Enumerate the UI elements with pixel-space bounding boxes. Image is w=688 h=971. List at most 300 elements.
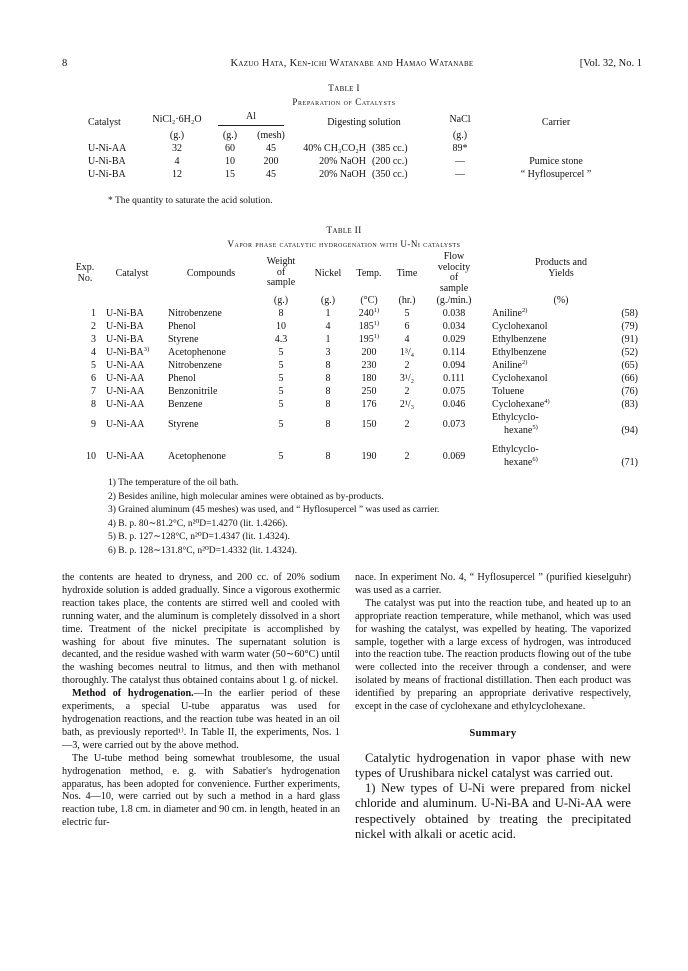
cell-yield xyxy=(596,307,638,320)
cell-carrier: “ Hyflosupercel ” xyxy=(520,169,592,180)
page-number: 8 xyxy=(62,58,68,69)
cell-exp-no xyxy=(74,346,96,359)
cell-temp-text: 190 xyxy=(361,450,377,462)
cell-yield xyxy=(596,398,638,411)
cell-weight xyxy=(254,320,308,333)
paragraph: the contents are heated to dryness, and 200 cc. of 20% sodium hydroxide solution is added gradually. Since a vigorous exothermic reaction takes place, the contents are stirred well and cooled with running water, and the aluminum is completely dissolved in a short time. Treatment of the nickel precipitate is accomplished by washing for about five minutes. The supernatant solution is decanted, and the residue washed with warm water (50∼60°C) until the washing becomes neutral to litmus, and then with methanol thoroughly. The catalyst thus obtained contains about 1 g. of nickel. xyxy=(62,572,340,687)
t2-head-weight xyxy=(254,252,308,294)
cell-volume: (385 cc.) xyxy=(372,143,408,154)
cell-nickel-text: 8 xyxy=(325,450,331,462)
cell-time xyxy=(390,333,424,346)
summary xyxy=(355,751,631,842)
cell-nickel-text: 3 xyxy=(325,347,331,358)
cell-nickel xyxy=(308,346,348,359)
cell-time-text: 3¹/₂ xyxy=(399,373,415,384)
cell-flow xyxy=(424,359,484,372)
cell-time-text: 2 xyxy=(404,418,410,430)
paragraph: Catalytic hydrogenation in vapor phase with new types of Urushibara nickel catalyst was carried out. xyxy=(355,750,631,781)
cell-nickel xyxy=(308,359,348,372)
cell-mesh: 45 xyxy=(266,143,276,154)
cell-product xyxy=(484,385,596,398)
cell-nickel-text: 4 xyxy=(325,321,331,332)
cell-catalyst-text: U-Ni-BA xyxy=(106,334,144,345)
cell-product xyxy=(484,372,596,385)
t1-head-nacl: NaCl xyxy=(449,114,471,125)
cell-exp-no xyxy=(74,437,96,469)
table-row xyxy=(74,385,638,398)
left-column xyxy=(62,572,340,830)
cell-catalyst xyxy=(96,372,168,385)
cell-flow xyxy=(424,385,484,398)
cell-weight-text: 5 xyxy=(278,360,284,371)
cell-time xyxy=(390,372,424,385)
table-row xyxy=(74,359,638,372)
t2-head-flow-4: sample xyxy=(439,282,469,294)
t2-head-weight-1: Weight xyxy=(266,256,296,268)
t1-unit-g1: (g.) xyxy=(169,130,185,141)
cell-flow-text: 0.029 xyxy=(442,334,466,345)
cell-catalyst xyxy=(96,398,168,411)
cell-product-text: Ethylcyclo- xyxy=(492,444,539,455)
footnote-ref: 1) xyxy=(373,320,380,327)
t2-unit-time: (hr.) xyxy=(398,295,416,306)
cell-flow xyxy=(424,346,484,359)
cell-temp xyxy=(348,372,390,385)
table-row xyxy=(74,346,638,359)
cell-compound xyxy=(168,411,254,437)
cell-weight-text: 5 xyxy=(278,418,284,430)
paragraph: nace. In experiment No. 4, “ Hyflosupercel ” (purified kieselguhr) was used as a carrier. xyxy=(355,572,631,596)
cell-product xyxy=(484,346,596,359)
cell-exp-no-text: 8 xyxy=(91,399,96,410)
cell-time xyxy=(390,359,424,372)
cell-catalyst-text: U-Ni-BA xyxy=(106,308,144,319)
cell-catalyst xyxy=(96,307,168,320)
cell-al-g: 10 xyxy=(225,156,235,167)
cell-catalyst xyxy=(96,320,168,333)
cell-nickel xyxy=(308,320,348,333)
cell-product-text: Ethylbenzene xyxy=(492,334,547,345)
cell-product-line2-text: hexane xyxy=(504,457,533,468)
t1-head-catalyst: Catalyst xyxy=(88,117,121,128)
cell-yield-text: (58) xyxy=(621,308,638,319)
cell-product xyxy=(484,307,596,320)
cell-time-text: 6 xyxy=(404,321,410,332)
cell-product-line2 xyxy=(492,424,596,437)
cell-weight-text: 5 xyxy=(278,450,284,462)
cell-weight xyxy=(254,411,308,437)
cell-nickel-text: 8 xyxy=(325,418,331,430)
table1 xyxy=(88,110,628,181)
table-note: 6) B. p. 128∼131.8°C, n²⁰D=1.4332 (lit. 1.4324). xyxy=(108,545,297,556)
cell-nicl2: 32 xyxy=(172,143,182,154)
cell-time xyxy=(390,346,424,359)
t2-head-exp-1: Exp. xyxy=(75,262,95,273)
footnote-ref: 6) xyxy=(532,456,538,463)
footnote-ref: 1) xyxy=(373,333,380,340)
table-row xyxy=(74,437,638,469)
cell-solution: 20% NaOH xyxy=(319,156,366,167)
cell-catalyst-text: U-Ni-BA xyxy=(106,347,144,358)
cell-flow xyxy=(424,372,484,385)
cell-catalyst xyxy=(96,437,168,469)
cell-exp-no xyxy=(74,320,96,333)
cell-time xyxy=(390,437,424,469)
cell-nicl2: 12 xyxy=(172,169,182,180)
cell-flow-text: 0.094 xyxy=(442,360,466,371)
table1-title: Preparation of Catalysts xyxy=(292,97,396,107)
t2-unit-temp: (°C) xyxy=(360,295,378,306)
cell-catalyst: U-Ni-AA xyxy=(88,143,127,154)
cell-temp-text: 240 xyxy=(358,308,374,319)
t2-head-flow-2: velocity xyxy=(437,261,471,273)
cell-product-text: Ethylcyclo- xyxy=(492,412,539,423)
cell-weight xyxy=(254,372,308,385)
t2-head-flow xyxy=(424,252,484,294)
cell-yield-text: (71) xyxy=(621,457,638,468)
cell-product xyxy=(484,333,596,346)
paragraph xyxy=(62,688,340,753)
cell-catalyst xyxy=(96,359,168,372)
cell-nickel-text: 1 xyxy=(325,308,331,319)
cell-compound-text: Nitrobenzene xyxy=(168,360,222,371)
footnote-ref: 4) xyxy=(544,398,550,405)
cell-weight xyxy=(254,385,308,398)
cell-temp-text: 150 xyxy=(361,418,377,430)
cell-weight xyxy=(254,307,308,320)
cell-yield-text: (65) xyxy=(621,360,638,371)
cell-catalyst xyxy=(96,346,168,359)
cell-time xyxy=(390,307,424,320)
t2-head-weight-3: sample xyxy=(266,277,296,289)
cell-compound xyxy=(168,346,254,359)
cell-flow-text: 0.111 xyxy=(443,373,465,384)
cell-exp-no xyxy=(74,307,96,320)
cell-temp xyxy=(348,333,390,346)
cell-temp-text: 180 xyxy=(361,373,377,384)
cell-temp xyxy=(348,320,390,333)
cell-exp-no xyxy=(74,385,96,398)
cell-product-line2-text: hexane xyxy=(504,425,533,436)
running-header xyxy=(62,58,642,74)
cell-time xyxy=(390,320,424,333)
cell-flow-text: 0.034 xyxy=(442,321,466,332)
t2-head-catalyst: Catalyst xyxy=(115,267,149,279)
cell-nickel xyxy=(308,372,348,385)
cell-catalyst-text: U-Ni-AA xyxy=(106,373,145,384)
cell-temp-text: 195 xyxy=(358,334,374,345)
t2-unit-weight: (g.) xyxy=(273,295,289,306)
cell-time-text: 5 xyxy=(404,308,410,319)
cell-product xyxy=(484,411,596,437)
right-column xyxy=(355,572,631,842)
cell-nicl2: 4 xyxy=(174,156,180,167)
t1-unit-g2: (g.) xyxy=(222,130,238,141)
cell-compound-text: Acetophenone xyxy=(168,450,226,462)
cell-exp-no xyxy=(74,359,96,372)
table2-header-row xyxy=(74,252,638,294)
table1-header-row xyxy=(88,110,628,129)
cell-weight-text: 10 xyxy=(276,321,286,332)
cell-nickel-text: 8 xyxy=(325,386,331,397)
cell-temp-text: 230 xyxy=(361,360,377,371)
cell-time-text: 2 xyxy=(404,386,410,397)
t1-unit-mesh: (mesh) xyxy=(257,130,285,141)
footnote-ref: 1) xyxy=(373,307,380,314)
t2-head-time: Time xyxy=(396,267,418,279)
table-note: 4) B. p. 80∼81.2°C, n²⁰D=1.4270 (lit. 1.4266). xyxy=(108,518,288,529)
cell-temp xyxy=(348,359,390,372)
cell-exp-no xyxy=(74,398,96,411)
table2-unit-row xyxy=(74,294,638,307)
table-row xyxy=(74,398,638,411)
cell-yield xyxy=(596,372,638,385)
table-row xyxy=(74,411,638,437)
section-heading: Method of hydrogenation. xyxy=(72,688,194,700)
cell-yield-text: (94) xyxy=(621,425,638,436)
cell-time xyxy=(390,385,424,398)
cell-time-text: 4 xyxy=(404,334,410,345)
cell-catalyst xyxy=(96,411,168,437)
cell-weight xyxy=(254,359,308,372)
t2-head-exp-2: No. xyxy=(77,273,93,284)
summary-heading: Summary xyxy=(469,727,517,739)
cell-mesh: 200 xyxy=(263,156,279,167)
table-row xyxy=(74,333,638,346)
cell-catalyst-text: U-Ni-BA xyxy=(106,321,144,332)
t1-unit-g3: (g.) xyxy=(452,130,468,141)
cell-temp-text: 200 xyxy=(361,347,377,358)
cell-volume: (350 cc.) xyxy=(372,169,408,180)
cell-compound xyxy=(168,398,254,411)
cell-weight-text: 5 xyxy=(278,373,284,384)
cell-temp-text: 185 xyxy=(358,321,374,332)
cell-compound-text: Benzonitrile xyxy=(168,386,218,397)
t1-head-carrier: Carrier xyxy=(541,117,571,128)
cell-time xyxy=(390,411,424,437)
cell-flow-text: 0.069 xyxy=(442,450,466,462)
cell-flow xyxy=(424,320,484,333)
cell-yield-text: (83) xyxy=(621,399,638,410)
table2-notes xyxy=(108,477,628,558)
paragraph-text: —In the earlier period of these experiments, a special U-tube apparatus was used for hydrogenation reactions, and the reaction tube was heated in an oil bath, as previously reported¹⁾. In Table II, the experiments, Nos. 1—3, were carried out by the above method. xyxy=(62,688,341,751)
table2-title: Vapor phase catalytic hydrogenation with U-Ni catalysts xyxy=(227,239,461,249)
cell-nacl: — xyxy=(455,156,465,167)
cell-weight xyxy=(254,398,308,411)
cell-nickel xyxy=(308,333,348,346)
cell-volume: (200 cc.) xyxy=(372,156,408,167)
cell-nickel xyxy=(308,385,348,398)
table-row xyxy=(88,168,628,181)
cell-catalyst-text: U-Ni-AA xyxy=(106,450,145,462)
cell-weight xyxy=(254,437,308,469)
cell-carrier xyxy=(484,142,628,155)
cell-solution: 20% NaOH xyxy=(319,169,366,180)
cell-compound xyxy=(168,372,254,385)
table2-label: Table II xyxy=(326,226,362,236)
t2-unit-nickel: (g.) xyxy=(320,295,336,306)
table-note: 2) Besides aniline, high molecular amines were obtained as by-products. xyxy=(108,491,384,502)
cell-catalyst: U-Ni-BA xyxy=(88,169,126,180)
cell-compound xyxy=(168,320,254,333)
cell-time-text: 2 xyxy=(404,360,410,371)
cell-nacl: 89* xyxy=(452,143,468,154)
cell-flow-text: 0.114 xyxy=(442,347,466,358)
cell-compound-text: Phenol xyxy=(168,321,196,332)
cell-exp-no xyxy=(74,411,96,437)
footnote-ref: 3) xyxy=(143,346,150,353)
cell-product-text: Aniline xyxy=(492,360,522,371)
cell-exp-no-text: 1 xyxy=(91,308,96,319)
cell-catalyst-text: U-Ni-AA xyxy=(106,418,145,430)
table-row xyxy=(88,155,628,168)
table1-footnote: * The quantity to saturate the acid solution. xyxy=(108,196,273,206)
t2-head-temp: Temp. xyxy=(356,267,382,279)
t1-head-nicl2: NiCl₂·6H₂O xyxy=(152,114,202,125)
cell-exp-no-text: 6 xyxy=(91,373,96,384)
cell-nickel-text: 8 xyxy=(325,399,331,410)
t2-head-nickel: Nickel xyxy=(314,267,342,279)
cell-product-text: Aniline xyxy=(492,308,522,319)
cell-nickel-text: 8 xyxy=(325,373,331,384)
cell-yield xyxy=(596,411,638,437)
cell-compound xyxy=(168,307,254,320)
cell-nickel xyxy=(308,307,348,320)
table-row xyxy=(74,372,638,385)
cell-flow-text: 0.075 xyxy=(442,386,466,397)
cell-weight xyxy=(254,333,308,346)
cell-flow xyxy=(424,307,484,320)
cell-compound xyxy=(168,437,254,469)
cell-yield-text: (91) xyxy=(621,334,638,345)
cell-flow-text: 0.046 xyxy=(442,399,466,410)
cell-compound-text: Benzene xyxy=(168,399,203,410)
cell-nickel-text: 8 xyxy=(325,360,331,371)
cell-nickel xyxy=(308,437,348,469)
cell-temp xyxy=(348,385,390,398)
cell-yield xyxy=(596,346,638,359)
t1-head-digesting: Digesting solution xyxy=(327,117,401,128)
cell-catalyst: U-Ni-BA xyxy=(88,156,126,167)
cell-product xyxy=(484,359,596,372)
footnote-ref: 2) xyxy=(522,359,528,366)
table1-label: Table I xyxy=(328,84,360,94)
cell-compound-text: Nitrobenzene xyxy=(168,308,222,319)
t2-head-products-1: Products and xyxy=(535,257,587,268)
cell-time-text: 2¹/₃ xyxy=(399,399,415,410)
cell-temp xyxy=(348,346,390,359)
footnote-ref: 5) xyxy=(532,424,538,431)
table-note: 5) B. p. 127∼128°C, n²⁰D=1.4347 (lit. 1.4324). xyxy=(108,532,290,542)
t2-head-compounds: Compounds xyxy=(186,267,236,279)
cell-temp xyxy=(348,398,390,411)
cell-time-text: 1³/₄ xyxy=(399,347,415,358)
cell-weight-text: 4.3 xyxy=(274,334,288,345)
table-row xyxy=(88,142,628,155)
cell-flow xyxy=(424,437,484,469)
cell-exp-no-text: 5 xyxy=(91,360,96,371)
volume-info: [Vol. 32, No. 1 xyxy=(579,58,642,69)
cell-carrier: Pumice stone xyxy=(529,156,583,167)
cell-yield xyxy=(596,320,638,333)
cell-product-text: Cyclohexanol xyxy=(492,373,548,384)
cell-time xyxy=(390,398,424,411)
cell-catalyst-text: U-Ni-AA xyxy=(106,386,145,397)
paragraph: The catalyst was put into the reaction tube, and heated up to an appropriate reaction temperature, while methanol, which was used for washing the catalyst, was expelled by heating. The vaporized sample, together with a large excess of hydrogen, was introduced into the reaction tube. The reaction products flowing out of the tube were collected into the receiver through a condenser, and were isolated by means of fractional distillation. Then each product was identified by preparing an appropriate derivative respectively, except in the case of cyclohexane and ethylcyclohexane. xyxy=(355,597,631,713)
t2-head-weight-2: of xyxy=(276,266,286,278)
cell-time-text: 2 xyxy=(404,450,410,462)
cell-al-g: 15 xyxy=(225,169,235,180)
cell-compound-text: Phenol xyxy=(168,373,196,384)
cell-catalyst xyxy=(96,385,168,398)
cell-exp-no-text: 2 xyxy=(91,321,96,332)
cell-exp-no-text: 7 xyxy=(91,386,96,397)
cell-solution: 40% CH₃CO₂H xyxy=(303,143,366,154)
t2-head-flow-3: of xyxy=(449,272,459,283)
cell-weight xyxy=(254,346,308,359)
cell-compound-text: Acetophenone xyxy=(168,347,226,358)
cell-nacl: — xyxy=(455,169,465,180)
cell-al-g: 60 xyxy=(225,143,235,154)
cell-yield xyxy=(596,385,638,398)
cell-exp-no-text: 10 xyxy=(86,450,96,462)
author-line: Kazuo Hata, Ken-ichi Watanabe and Hamao Watanabe xyxy=(230,58,474,69)
cell-product-text: Cyclohexanol xyxy=(492,321,548,332)
cell-product-text: Cyclohexane xyxy=(492,399,545,410)
cell-product xyxy=(484,320,596,333)
cell-compound xyxy=(168,385,254,398)
cell-weight-text: 5 xyxy=(278,399,284,410)
cell-product-text: Toluene xyxy=(492,386,525,397)
cell-exp-no xyxy=(74,372,96,385)
table-note: 1) The temperature of the oil bath. xyxy=(108,478,239,488)
cell-weight-text: 5 xyxy=(278,386,284,397)
cell-flow xyxy=(424,333,484,346)
cell-catalyst-text: U-Ni-AA xyxy=(106,399,145,410)
cell-nickel-text: 1 xyxy=(325,334,331,345)
table1-unit-row xyxy=(88,129,628,142)
t2-unit-yield: (%) xyxy=(553,295,569,306)
cell-yield xyxy=(596,333,638,346)
cell-nickel xyxy=(308,411,348,437)
cell-yield-text: (76) xyxy=(621,386,638,397)
t2-head-products-2: Yields xyxy=(548,268,574,279)
cell-nickel xyxy=(308,398,348,411)
cell-yield xyxy=(596,359,638,372)
cell-temp-text: 176 xyxy=(361,399,377,410)
cell-weight-text: 8 xyxy=(278,308,284,319)
cell-exp-no-text: 4 xyxy=(91,347,96,358)
cell-temp xyxy=(348,437,390,469)
cell-product xyxy=(484,398,596,411)
cell-flow xyxy=(424,398,484,411)
cell-product-text: Ethylbenzene xyxy=(492,347,547,358)
t1-head-al xyxy=(210,110,292,129)
cell-exp-no-text: 3 xyxy=(91,334,96,345)
cell-yield-text: (66) xyxy=(621,373,638,384)
footnote-ref: 2) xyxy=(522,307,528,314)
cell-product xyxy=(484,437,596,469)
paragraph: 1) New types of U-Ni were prepared from nickel chloride and aluminum. U-Ni-BA and U-Ni-AA were respectively obtained by treating the precipitated nickel with alkali or acetic acid. xyxy=(355,781,631,841)
t2-head-exp xyxy=(74,252,96,294)
cell-exp-no xyxy=(74,333,96,346)
table2 xyxy=(74,252,638,469)
paragraph: The U-tube method being somewhat troublesome, the usual hydrogenation method, e. g. with Sabatier's hydrogenation apparatus, has been adopted for convenience. Further experiments, Nos. 4—10, were carried out by such a method in a hard glass reaction tube, 1.8 cm. in diameter and 90 cm. in length, heated in an electric fur- xyxy=(62,752,340,829)
cell-yield-text: (79) xyxy=(621,321,638,332)
cell-flow-text: 0.038 xyxy=(442,308,466,319)
cell-temp-text: 250 xyxy=(361,386,377,397)
table-row xyxy=(74,320,638,333)
